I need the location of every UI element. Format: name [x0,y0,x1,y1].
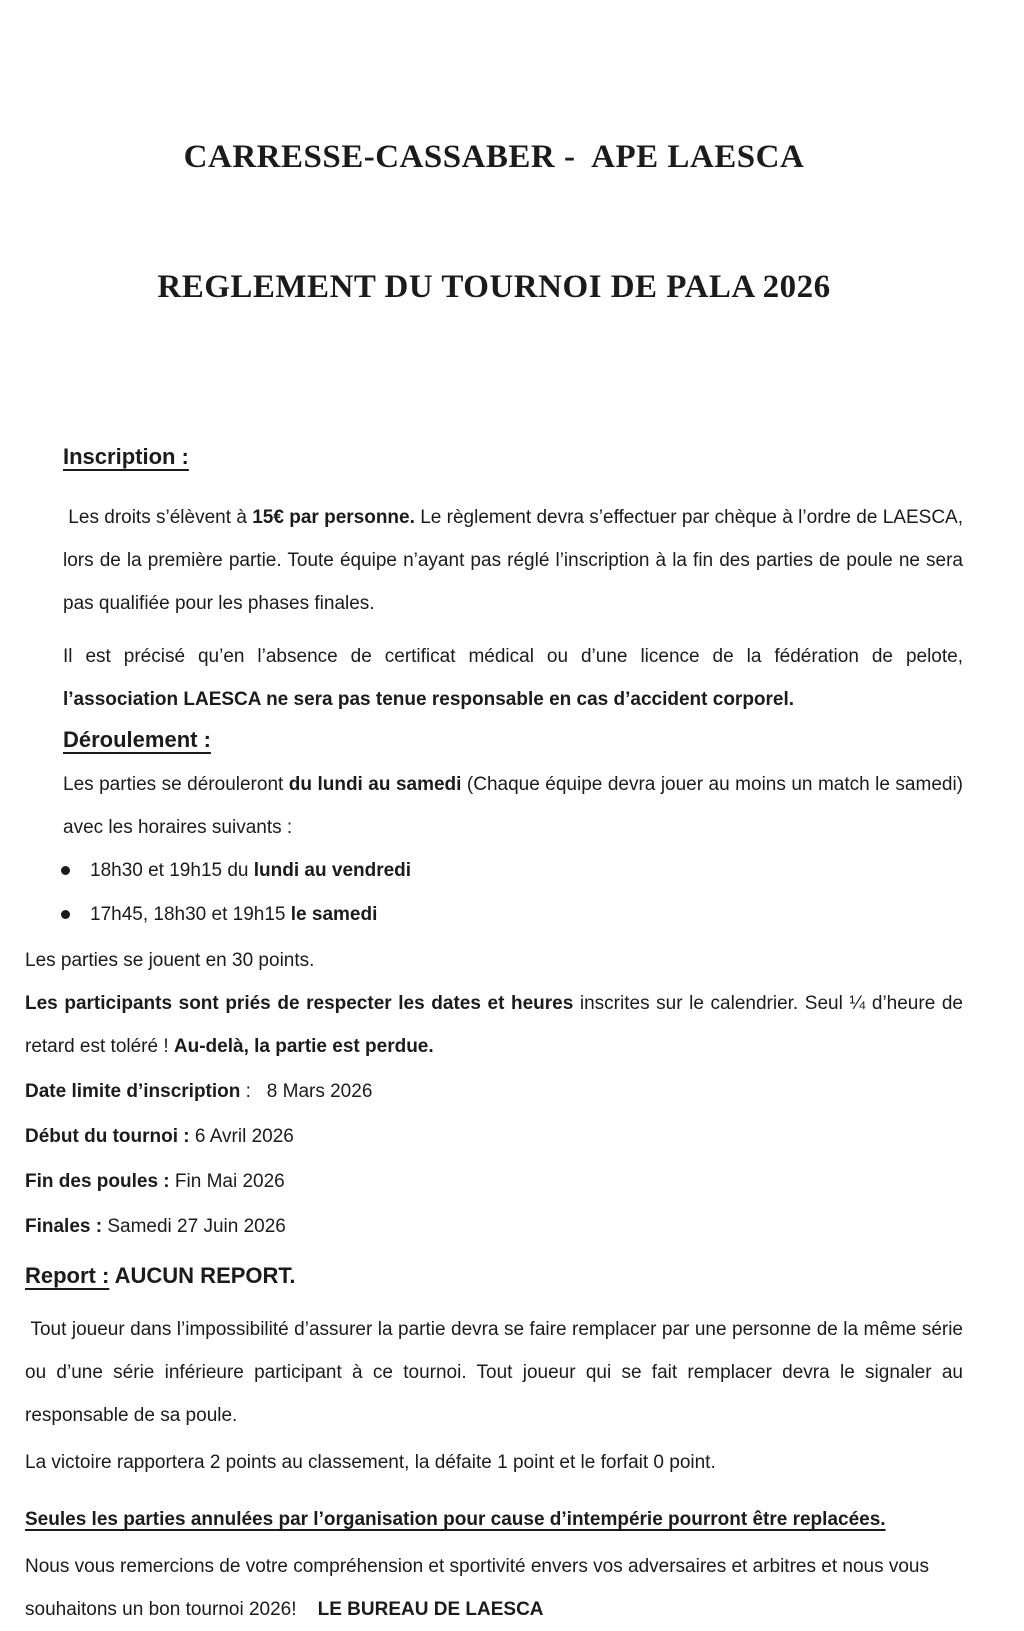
fees-run-regular-1: Les droits s’élèvent à [63,507,253,528]
report-label: Report : [25,1263,110,1288]
closing-signature: LE BUREAU DE LAESCA [317,1599,544,1620]
paragraph-respect-dates [25,982,963,1068]
paragraph-schedule-intro [63,763,963,849]
medical-run-regular: Il est précisé qu’en l’absence de certificat médical ou d’une licence de la fédération de pelote, [63,646,963,667]
content-bottom-section [25,939,963,1631]
line-finales [25,1205,963,1248]
respect-run-regular: inscrites sur le calendrier. Seul ¼ d’heure de retard est toléré ! [25,993,963,1057]
document-title-line1: CARRESSE-CASSABER - APE LAESCA [183,139,805,175]
bullet-dot-icon [61,910,70,919]
document-title-line2: REGLEMENT DU TOURNOI DE PALA 2026 [157,269,831,305]
medical-run-bold: l’association LAESCA ne sera pas tenue responsable en cas d’accident corporel. [63,689,795,710]
finales-value: Samedi 27 Juin 2026 [102,1216,286,1237]
saturday-run-bold: le samedi [290,904,378,925]
fin-poules-label: Fin des poules : [25,1171,170,1192]
paragraph-intemperie: Seules les parties annulées par l’organisation pour cause d’intempérie pourront être replacées. [25,1509,886,1530]
bullet-item-weekdays [63,849,963,893]
saturday-run-regular: 17h45, 18h30 et 19h15 [90,904,291,925]
fees-run-bold: 15€ par personne. [252,507,415,528]
bullet-dot-icon [61,866,70,875]
finales-label: Finales : [25,1216,103,1237]
debut-tournoi-label: Début du tournoi : [25,1126,190,1147]
report-value: AUCUN REPORT. [109,1263,296,1288]
paragraph-remplacement: Tout joueur dans l’impossibilité d’assurer la partie devra se faire remplacer par une personne de la même série ou d’une série inférieure participant à ce tournoi. Tout joueur qui se fait remplacer devra le signaler au responsable de sa poule. [25,1319,963,1426]
weekdays-run-bold: lundi au vendredi [253,860,412,881]
intro-run-regular-2: (Chaque équipe devra jouer au moins un match le samedi) avec les horaires suivants : [63,774,964,838]
paragraph-points: Les parties se jouent en 30 points. [25,950,315,971]
line-report [25,1260,963,1292]
section-heading-inscription: Inscription : [63,444,189,469]
paragraph-medical [63,635,963,721]
debut-tournoi-value: 6 Avril 2026 [189,1126,294,1147]
date-limite-label: Date limite d’inscription [25,1081,241,1102]
fin-poules-value: Fin Mai 2026 [169,1171,285,1192]
respect-run-bold-2: Au-delà, la partie est perdue. [173,1036,434,1057]
paragraph-bareme: La victoire rapportera 2 points au classement, la défaite 1 point et le forfait 0 point. [25,1452,716,1473]
closing-text: Nous vous remercions de votre compréhension et sportivité envers vos adversaires et arbitres et nous vous souhaitons un bon tournoi 2026! [25,1556,935,1620]
bullet-list-schedule [63,849,963,937]
closing-gap [297,1599,318,1620]
intro-run-regular-1: Les parties se dérouleront [63,774,289,795]
date-limite-value: : 8 Mars 2026 [240,1081,373,1102]
paragraph-fees [63,496,963,625]
line-fin-poules [25,1160,963,1203]
document-title-block [25,0,963,387]
bullet-item-saturday [63,893,963,937]
line-date-limite [25,1070,963,1113]
fees-run-regular-2: Le règlement devra s’effectuer par chèque à l’ordre de LAESCA, lors de la première partie. Toute équipe n’ayant pas réglé l’inscription à la fin des parties de poule ne sera pas qualifiée pour les phases finales. [63,507,963,614]
content-top-section [63,442,963,937]
line-debut-tournoi [25,1115,963,1158]
intro-run-bold: du lundi au samedi [288,774,462,795]
respect-run-bold-1: Les participants sont priés de respecter les dates et heures [25,993,574,1014]
paragraph-closing [25,1545,963,1631]
weekdays-run-regular: 18h30 et 19h15 du [90,860,254,881]
section-heading-deroulement: Déroulement : [63,727,211,752]
